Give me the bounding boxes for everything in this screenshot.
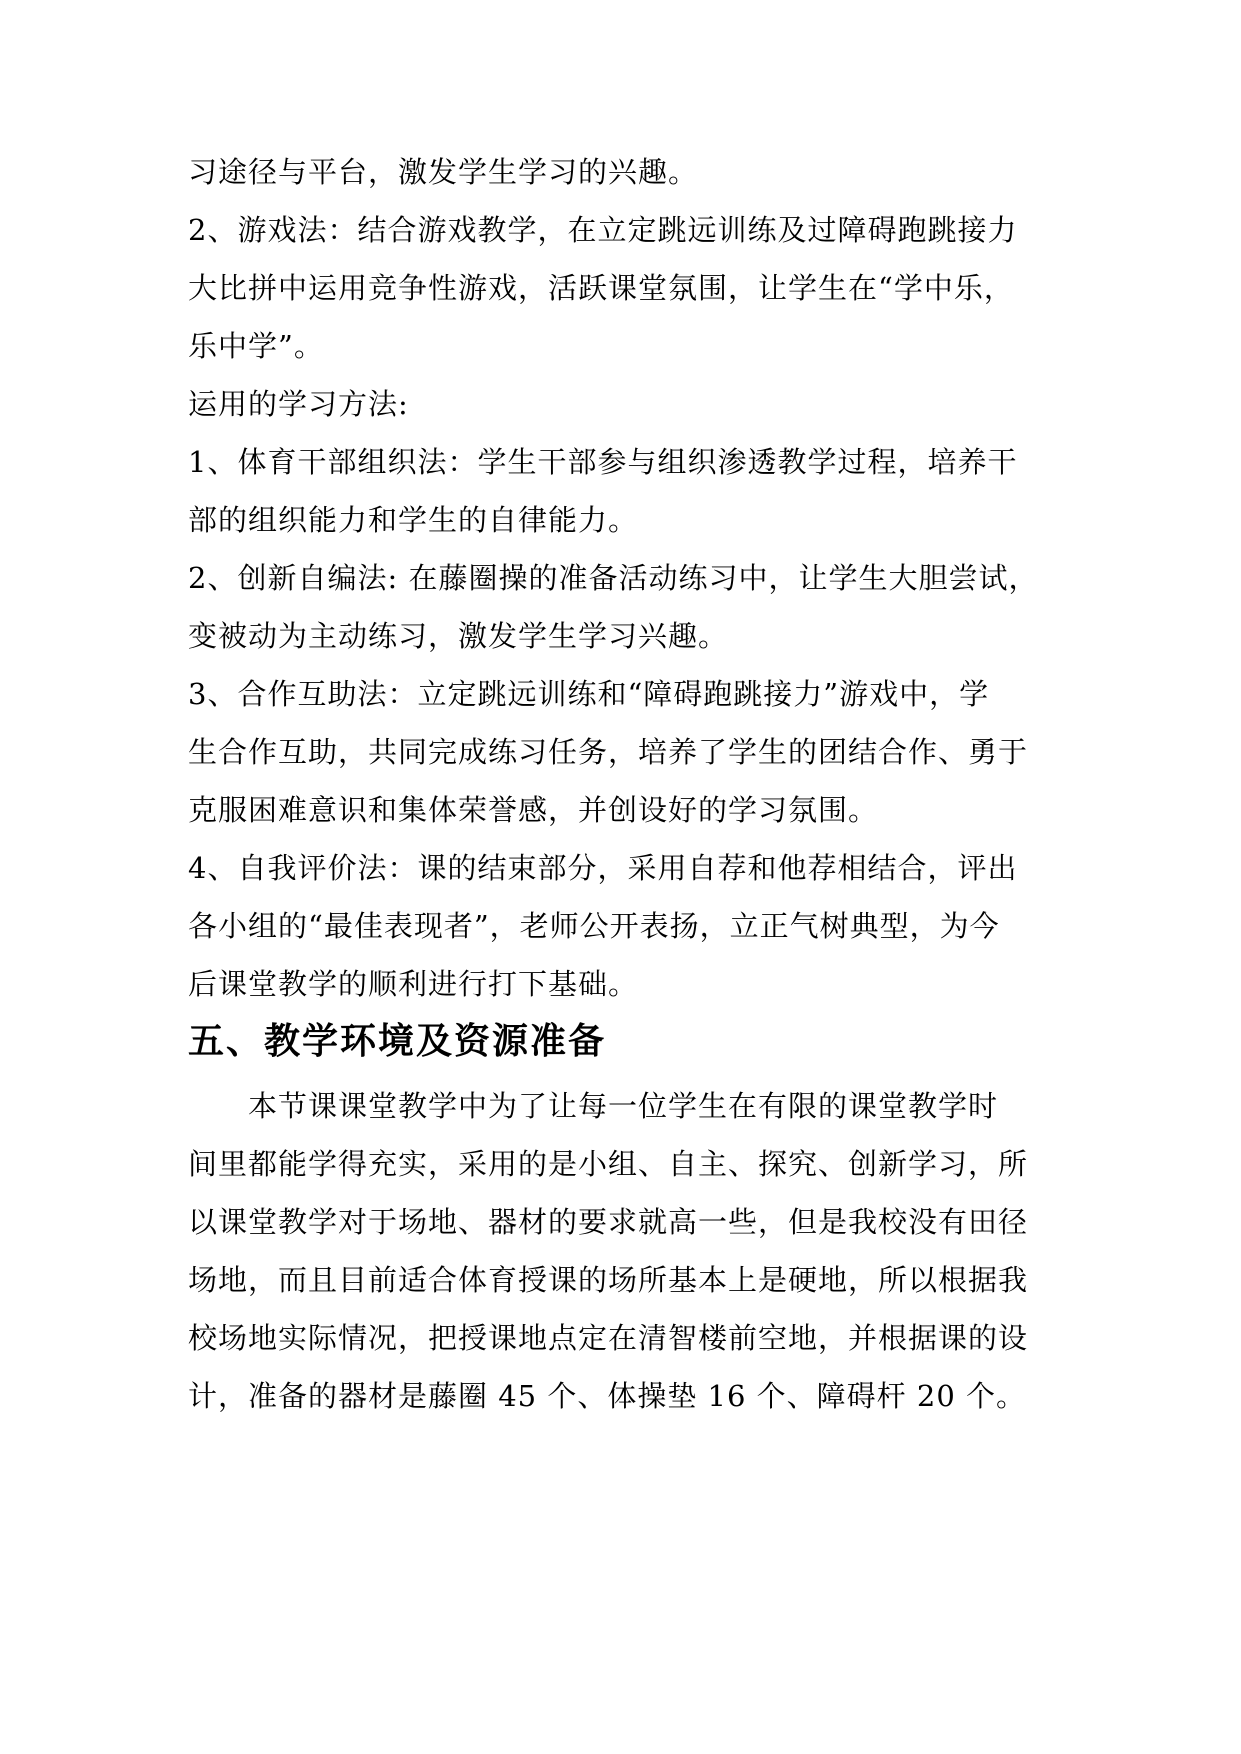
text-line: 后课堂教学的顺利进行打下基础。 — [188, 967, 639, 1001]
text-line: 各小组的“最佳表现者”，老师公开表扬，立正气树典型，为今 — [188, 909, 1000, 943]
text-line: 大比拼中运用竞争性游戏，活跃课堂氛围，让学生在“学中乐， — [188, 271, 1014, 305]
text-line: 2、游戏法：结合游戏教学，在立定跳远训练及过障碍跑跳接力 — [188, 213, 1018, 247]
text-line: 变被动为主动练习，激发学生学习兴趣。 — [188, 619, 729, 653]
paragraph-line: 场地，而且目前适合体育授课的场所基本上是硬地，所以根据我 — [188, 1263, 1029, 1297]
text-line: 克服困难意识和集体荣誉感，并创设好的学习氛围。 — [188, 793, 879, 827]
text-line: 部的组织能力和学生的自律能力。 — [188, 503, 639, 537]
text-line: 4、自我评价法：课的结束部分，采用自荐和他荐相结合，评出 — [188, 851, 1018, 885]
text-line: 1、体育干部组织法：学生干部参与组织渗透教学过程，培养干 — [188, 445, 1018, 479]
section-heading: 五、教学环境及资源准备 — [188, 1020, 607, 1062]
paragraph-line: 间里都能学得充实，采用的是小组、自主、探究、创新学习，所 — [188, 1147, 1029, 1181]
text-line: 生合作互助，共同完成练习任务，培养了学生的团结合作、勇于 — [188, 735, 1029, 769]
text-line: 乐中学”。 — [188, 329, 324, 363]
text-line: 习途径与平台，激发学生学习的兴趣。 — [188, 155, 699, 189]
text-line: 运用的学习方法: — [188, 387, 409, 421]
text-line: 2、创新自编法: 在藤圈操的准备活动练习中，让学生大胆尝试， — [188, 561, 1039, 595]
paragraph-line: 本节课课堂教学中为了让每一位学生在有限的课堂教学时 — [248, 1089, 999, 1123]
paragraph-line: 以课堂教学对于场地、器材的要求就高一些，但是我校没有田径 — [188, 1205, 1029, 1239]
paragraph-line: 校场地实际情况，把授课地点定在清智楼前空地，并根据课的设 — [188, 1321, 1029, 1355]
paragraph-line: 计，准备的器材是藤圈 45 个、体操垫 16 个、障碍杆 20 个。 — [188, 1379, 1027, 1413]
text-line: 3、合作互助法：立定跳远训练和“障碍跑跳接力”游戏中，学 — [188, 677, 990, 711]
